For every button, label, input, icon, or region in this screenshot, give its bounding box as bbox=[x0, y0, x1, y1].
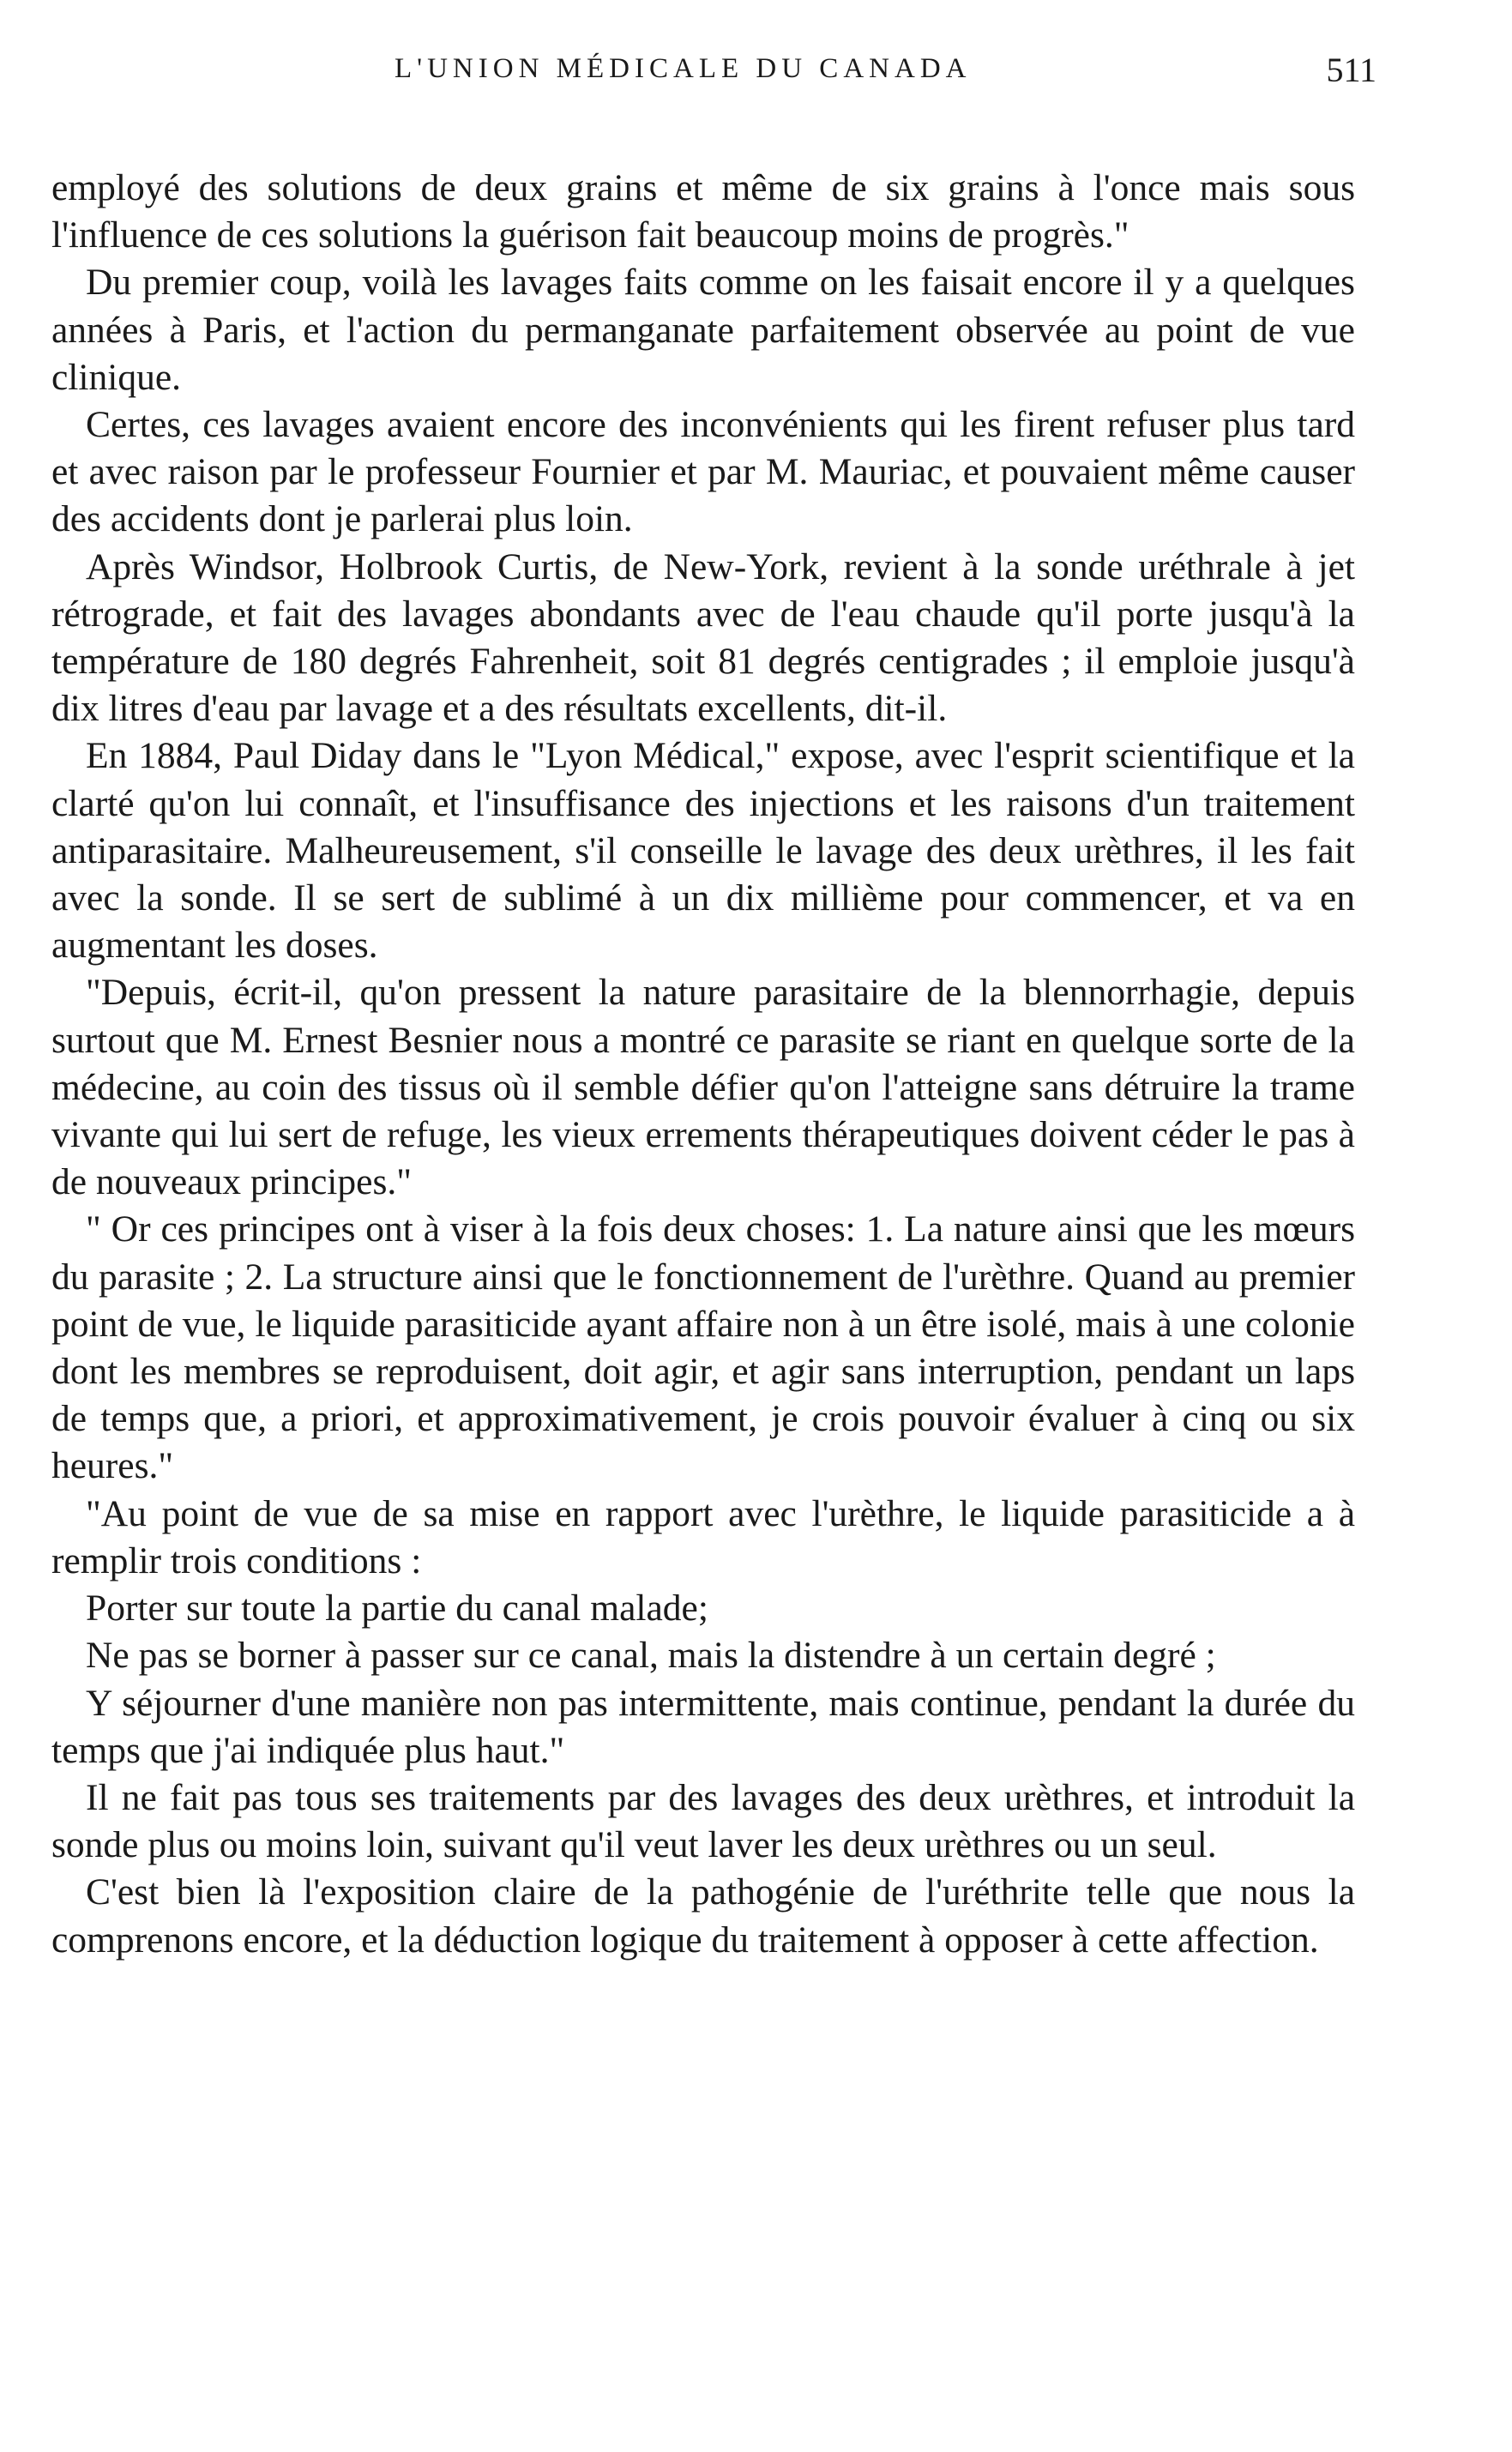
quoted-paragraph: "Depuis, écrit-il, qu'on pressent la nature parasitaire de la blennorrhagie, depuis surtout que M. Ernest Besnier nous a montré ce parasite se riant en quelque sorte de la médecine, au coin des tissus où il semble défier qu'on l'atteigne sans détruire la trame vivante qui lui sert de refuge, les vieux errements thérapeutiques doivent céder le pas à de nouveaux principes." bbox=[51, 972, 1355, 1203]
condition-item: Ne pas se borner à passer sur ce canal, mais la distendre à un certain degré ; bbox=[86, 1635, 1216, 1677]
paragraph: En 1884, Paul Diday dans le "Lyon Médical," expose, avec l'esprit scientifique et la clarté qu'on lui connaît, et l'insuffisance des injections et les raisons d'un traitement antiparasitaire. Malheureusement, s'il conseille le lavage des deux urèthres, il les fait avec la sonde. Il se sert de sublimé à un dix millième pour commencer, et va en augmentant les doses. bbox=[51, 735, 1355, 967]
condition-item: Y séjourner d'une manière non pas intermittente, mais continue, pendant la durée du temps que j'ai indiquée plus haut." bbox=[51, 1682, 1355, 1771]
book-page bbox=[51, 43, 1376, 1964]
quoted-paragraph: " Or ces principes ont à viser à la fois deux choses: 1. La nature ainsi que les mœurs du parasite ; 2. La structure ainsi que le fonctionnement de l'urèthre. Quand au premier point de vue, le liquide parasiticide ayant affaire non à un être isolé, mais à une colonie dont les membres se reproduisent, doit agir, et agir sans interruption, pendant un laps de temps que, a priori, et approximativement, je crois pouvoir évaluer à cinq ou six heures." bbox=[51, 1208, 1355, 1487]
journal-title: L'UNION MÉDICALE DU CANADA bbox=[395, 53, 972, 84]
paragraph: C'est bien là l'exposition claire de la pathogénie de l'uréthrite telle que nous la comprenons encore, et la déduction logique du traitement à opposer à cette affection. bbox=[51, 1871, 1355, 1961]
running-header bbox=[51, 43, 1376, 111]
page-number: 511 bbox=[1326, 51, 1376, 89]
paragraph: Du premier coup, voilà les lavages faits comme on les faisait encore il y a quelques années à Paris, et l'action du permanganate parfaitement observée au point de vue clinique. bbox=[51, 262, 1355, 398]
paragraph: Certes, ces lavages avaient encore des inconvénients qui les firent refuser plus tard et avec raison par le professeur Fournier et par M. Mauriac, et pouvaient même causer des accidents dont je parlerai plus loin. bbox=[51, 404, 1355, 540]
paragraph: Il ne fait pas tous ses traitements par des lavages des deux urèthres, et introduit la sonde plus ou moins loin, suivant qu'il veut laver les deux urèthres ou un seul. bbox=[51, 1776, 1355, 1866]
paragraph: Après Windsor, Holbrook Curtis, de New-York, revient à la sonde uréthrale à jet rétrograde, et fait des lavages abondants avec de l'eau chaude qu'il porte jusqu'à la température de 180 degrés Fahrenheit, soit 81 degrés centigrades ; il emploie jusqu'à dix litres d'eau par lavage et a des résultats excellents, dit-il. bbox=[51, 545, 1355, 730]
paragraph: employé des solutions de deux grains et même de six grains à l'once mais sous l'influence de ces solutions la guérison fait beaucoup moins de progrès." bbox=[51, 167, 1355, 256]
quoted-paragraph: "Au point de vue de sa mise en rapport avec l'urèthre, le liquide parasiticide a à remplir trois conditions : bbox=[51, 1492, 1355, 1581]
article-body bbox=[51, 165, 1355, 1964]
condition-item: Porter sur toute la partie du canal malade; bbox=[86, 1587, 708, 1630]
